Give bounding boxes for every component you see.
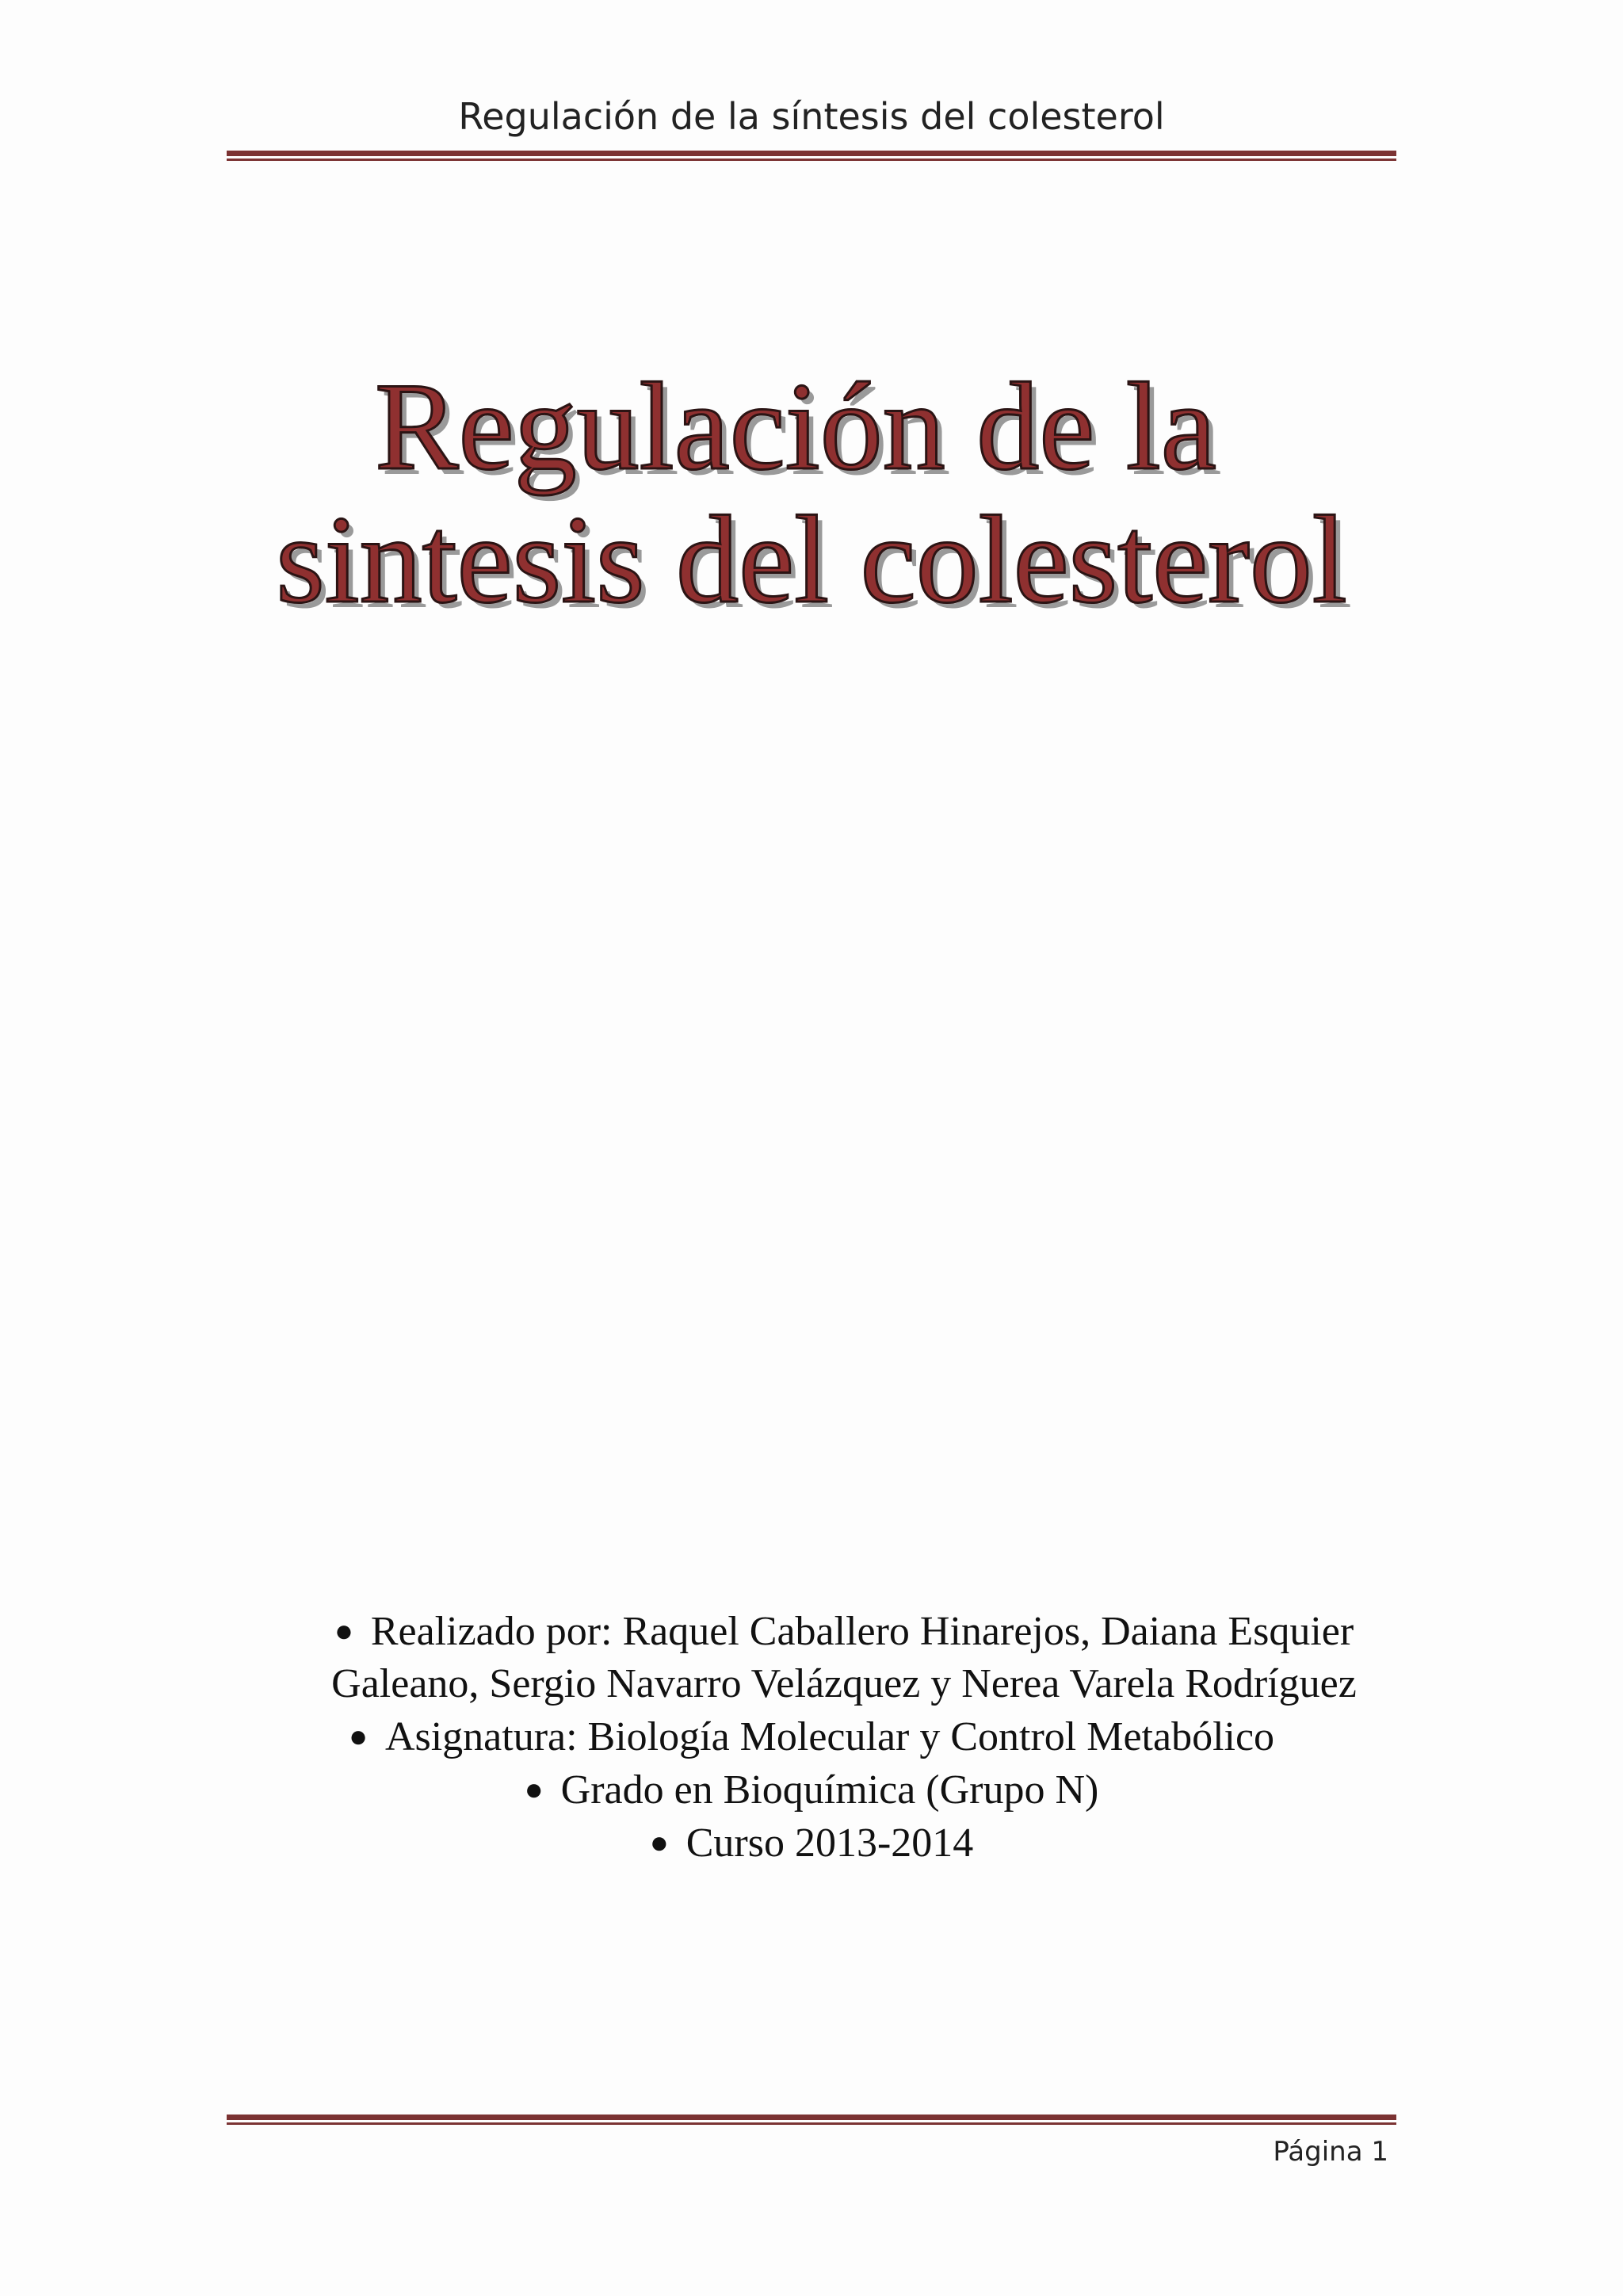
cover-title-line1: Regulación de la xyxy=(375,357,1216,496)
info-item-subject xyxy=(0,1710,1623,1763)
bullet-icon: ● xyxy=(649,1824,669,1860)
info-item-degree xyxy=(0,1763,1623,1817)
header-rule-thick xyxy=(227,151,1396,156)
info-item-course xyxy=(0,1817,1623,1870)
bullet-icon: ● xyxy=(524,1771,544,1807)
cover-title xyxy=(0,357,1623,629)
info-item-authors xyxy=(277,1605,1411,1710)
footer-rule-thin xyxy=(227,2122,1396,2125)
bullet-icon: ● xyxy=(334,1613,353,1648)
cover-title-line2: sintesis del colesterol xyxy=(276,491,1347,629)
header-rule-thin xyxy=(227,159,1396,161)
course-text: Curso 2013-2014 xyxy=(685,1820,974,1866)
bullet-icon: ● xyxy=(348,1718,369,1754)
footer-rule xyxy=(227,2115,1396,2125)
subject-text: Asignatura: Biología Molecular y Control Metabólico xyxy=(384,1714,1275,1759)
authors-text: Realizado por: Raquel Caballero Hinarejos, Daiana Esquier Galeano, Sergio Navarro Velázquez y Nerea Varela Rodríguez xyxy=(331,1609,1357,1706)
page-number: Página 1 xyxy=(1273,2136,1388,2168)
running-header-title: Regulación de la síntesis del colesterol xyxy=(458,95,1165,138)
header-rule xyxy=(227,151,1396,161)
degree-text: Grado en Bioquímica (Grupo N) xyxy=(560,1767,1099,1813)
cover-info-list xyxy=(0,1605,1623,1870)
footer-rule-thick xyxy=(227,2115,1396,2120)
